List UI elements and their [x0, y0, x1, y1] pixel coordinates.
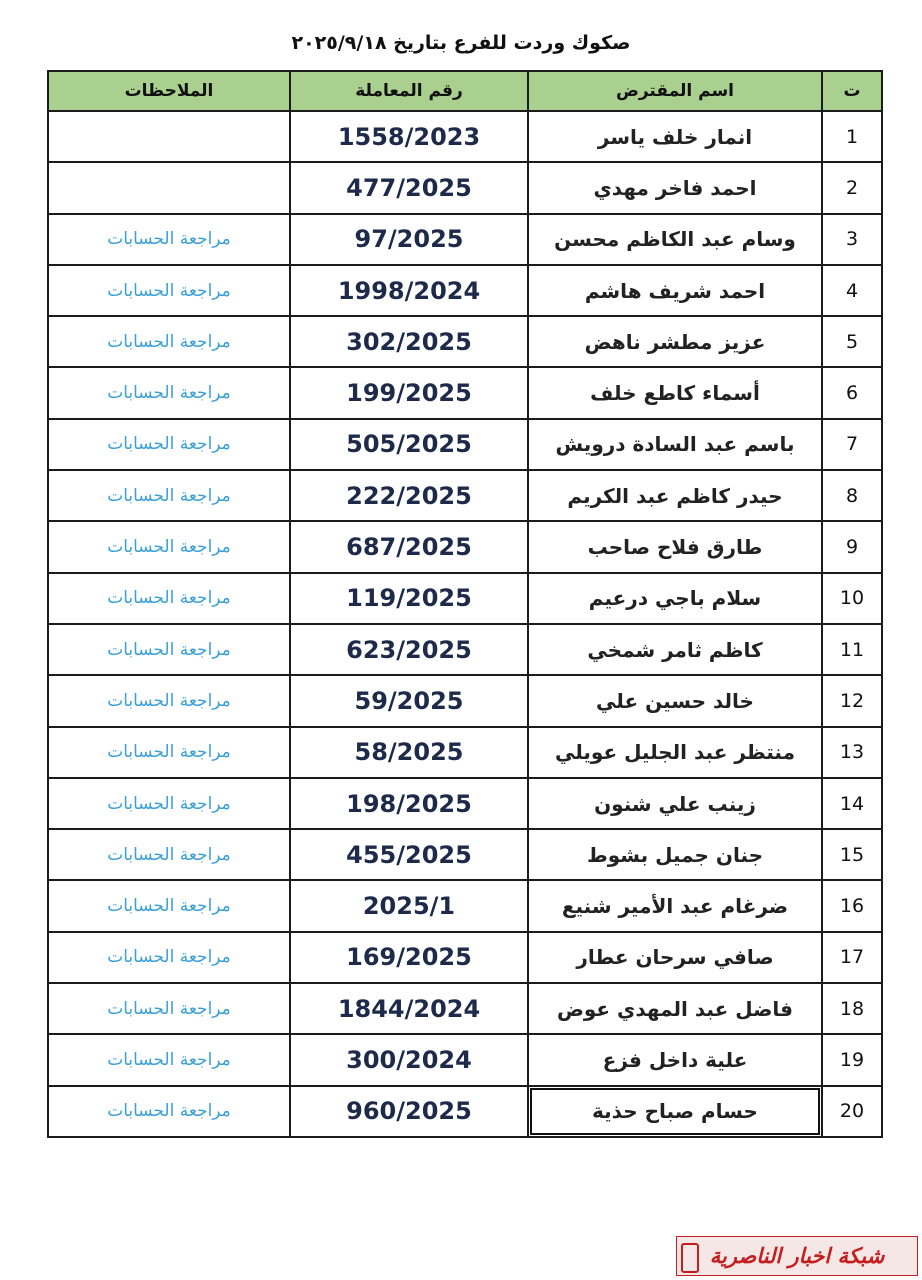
row-notes: [48, 162, 290, 213]
row-seq: 13: [822, 727, 882, 778]
row-name: طارق فلاح صاحب: [528, 521, 822, 572]
row-seq: 8: [822, 470, 882, 521]
row-notes: مراجعة الحسابات: [48, 983, 290, 1034]
row-number: 222/2025: [290, 470, 528, 521]
row-name: علية داخل فزع: [528, 1034, 822, 1085]
row-name: صافي سرحان عطار: [528, 932, 822, 983]
row-name: جنان جميل بشوط: [528, 829, 822, 880]
table-row: [48, 573, 882, 624]
row-seq: 1: [822, 111, 882, 162]
row-number: 623/2025: [290, 624, 528, 675]
header-notes: الملاحظات: [48, 71, 290, 111]
row-name: احمد شريف هاشم: [528, 265, 822, 316]
row-number: 58/2025: [290, 727, 528, 778]
row-number: 97/2025: [290, 214, 528, 265]
row-name: كاظم ثامر شمخي: [528, 624, 822, 675]
row-notes: مراجعة الحسابات: [48, 470, 290, 521]
row-notes: مراجعة الحسابات: [48, 675, 290, 726]
row-name: ضرغام عبد الأمير شنيع: [528, 880, 822, 931]
watermark-logo: [676, 1236, 918, 1276]
header-number: رقم المعاملة: [290, 71, 528, 111]
row-number: 198/2025: [290, 778, 528, 829]
row-number: 1558/2023: [290, 111, 528, 162]
row-seq: 6: [822, 367, 882, 418]
row-name: سلام باجي درعيم: [528, 573, 822, 624]
table-row: [48, 1034, 882, 1085]
row-seq: 20: [822, 1086, 882, 1137]
row-seq: 19: [822, 1034, 882, 1085]
row-seq: 14: [822, 778, 882, 829]
loans-table: [47, 70, 883, 1138]
row-seq: 10: [822, 573, 882, 624]
row-notes: مراجعة الحسابات: [48, 932, 290, 983]
row-name: زينب علي شنون: [528, 778, 822, 829]
watermark-text: شبكة اخبار الناصرية: [709, 1244, 885, 1268]
row-number: 169/2025: [290, 932, 528, 983]
row-number: 302/2025: [290, 316, 528, 367]
row-name: وسام عبد الكاظم محسن: [528, 214, 822, 265]
row-name: فاضل عبد المهدي عوض: [528, 983, 822, 1034]
row-number: 300/2024: [290, 1034, 528, 1085]
table-row: [48, 932, 882, 983]
table-row: [48, 1086, 882, 1137]
row-seq: 5: [822, 316, 882, 367]
row-number: 960/2025: [290, 1086, 528, 1137]
page-title: صكوك وردت للفرع بتاريخ ٢٠٢٥/٩/١٨: [291, 32, 631, 54]
row-name: أسماء كاطع خلف: [528, 367, 822, 418]
row-seq: 11: [822, 624, 882, 675]
header-seq: ت: [822, 71, 882, 111]
row-number: 455/2025: [290, 829, 528, 880]
row-name: عزيز مطشر ناهض: [528, 316, 822, 367]
table-header-row: [48, 71, 882, 111]
table-row: [48, 727, 882, 778]
row-number: 1844/2024: [290, 983, 528, 1034]
table-row: [48, 880, 882, 931]
table-body: [48, 111, 882, 1137]
row-notes: مراجعة الحسابات: [48, 624, 290, 675]
table-row: [48, 624, 882, 675]
table-row: [48, 983, 882, 1034]
table-row: [48, 265, 882, 316]
row-notes: مراجعة الحسابات: [48, 573, 290, 624]
row-seq: 7: [822, 419, 882, 470]
watermark-icon: [681, 1243, 699, 1273]
row-notes: مراجعة الحسابات: [48, 1034, 290, 1085]
table-row: [48, 162, 882, 213]
row-number: 477/2025: [290, 162, 528, 213]
row-seq: 2: [822, 162, 882, 213]
row-notes: مراجعة الحسابات: [48, 214, 290, 265]
row-notes: مراجعة الحسابات: [48, 1086, 290, 1137]
row-seq: 9: [822, 521, 882, 572]
row-seq: 3: [822, 214, 882, 265]
row-seq: 18: [822, 983, 882, 1034]
row-name: انمار خلف ياسر: [528, 111, 822, 162]
table-row: [48, 521, 882, 572]
row-notes: مراجعة الحسابات: [48, 727, 290, 778]
row-number: 119/2025: [290, 573, 528, 624]
table-row: [48, 316, 882, 367]
row-number: 687/2025: [290, 521, 528, 572]
row-seq: 12: [822, 675, 882, 726]
table-row: [48, 111, 882, 162]
row-number: 199/2025: [290, 367, 528, 418]
row-number: 2025/1: [290, 880, 528, 931]
row-seq: 16: [822, 880, 882, 931]
row-number: 1998/2024: [290, 265, 528, 316]
row-number: 59/2025: [290, 675, 528, 726]
row-seq: 17: [822, 932, 882, 983]
row-seq: 4: [822, 265, 882, 316]
table-row: [48, 214, 882, 265]
table-row: [48, 778, 882, 829]
row-notes: مراجعة الحسابات: [48, 778, 290, 829]
row-name: خالد حسين علي: [528, 675, 822, 726]
row-name: حيدر كاظم عبد الكريم: [528, 470, 822, 521]
row-name: حسام صباح حذية: [528, 1086, 822, 1137]
table-row: [48, 829, 882, 880]
row-name: احمد فاخر مهدي: [528, 162, 822, 213]
row-notes: مراجعة الحسابات: [48, 521, 290, 572]
table-row: [48, 470, 882, 521]
table-row: [48, 419, 882, 470]
row-notes: مراجعة الحسابات: [48, 367, 290, 418]
row-number: 505/2025: [290, 419, 528, 470]
row-name: منتظر عبد الجليل عويلي: [528, 727, 822, 778]
row-notes: مراجعة الحسابات: [48, 880, 290, 931]
table-row: [48, 675, 882, 726]
header-name: اسم المقترض: [528, 71, 822, 111]
table-row: [48, 367, 882, 418]
row-name: باسم عبد السادة درويش: [528, 419, 822, 470]
row-notes: مراجعة الحسابات: [48, 316, 290, 367]
row-notes: مراجعة الحسابات: [48, 265, 290, 316]
row-notes: مراجعة الحسابات: [48, 419, 290, 470]
row-seq: 15: [822, 829, 882, 880]
row-notes: مراجعة الحسابات: [48, 829, 290, 880]
row-notes: [48, 111, 290, 162]
